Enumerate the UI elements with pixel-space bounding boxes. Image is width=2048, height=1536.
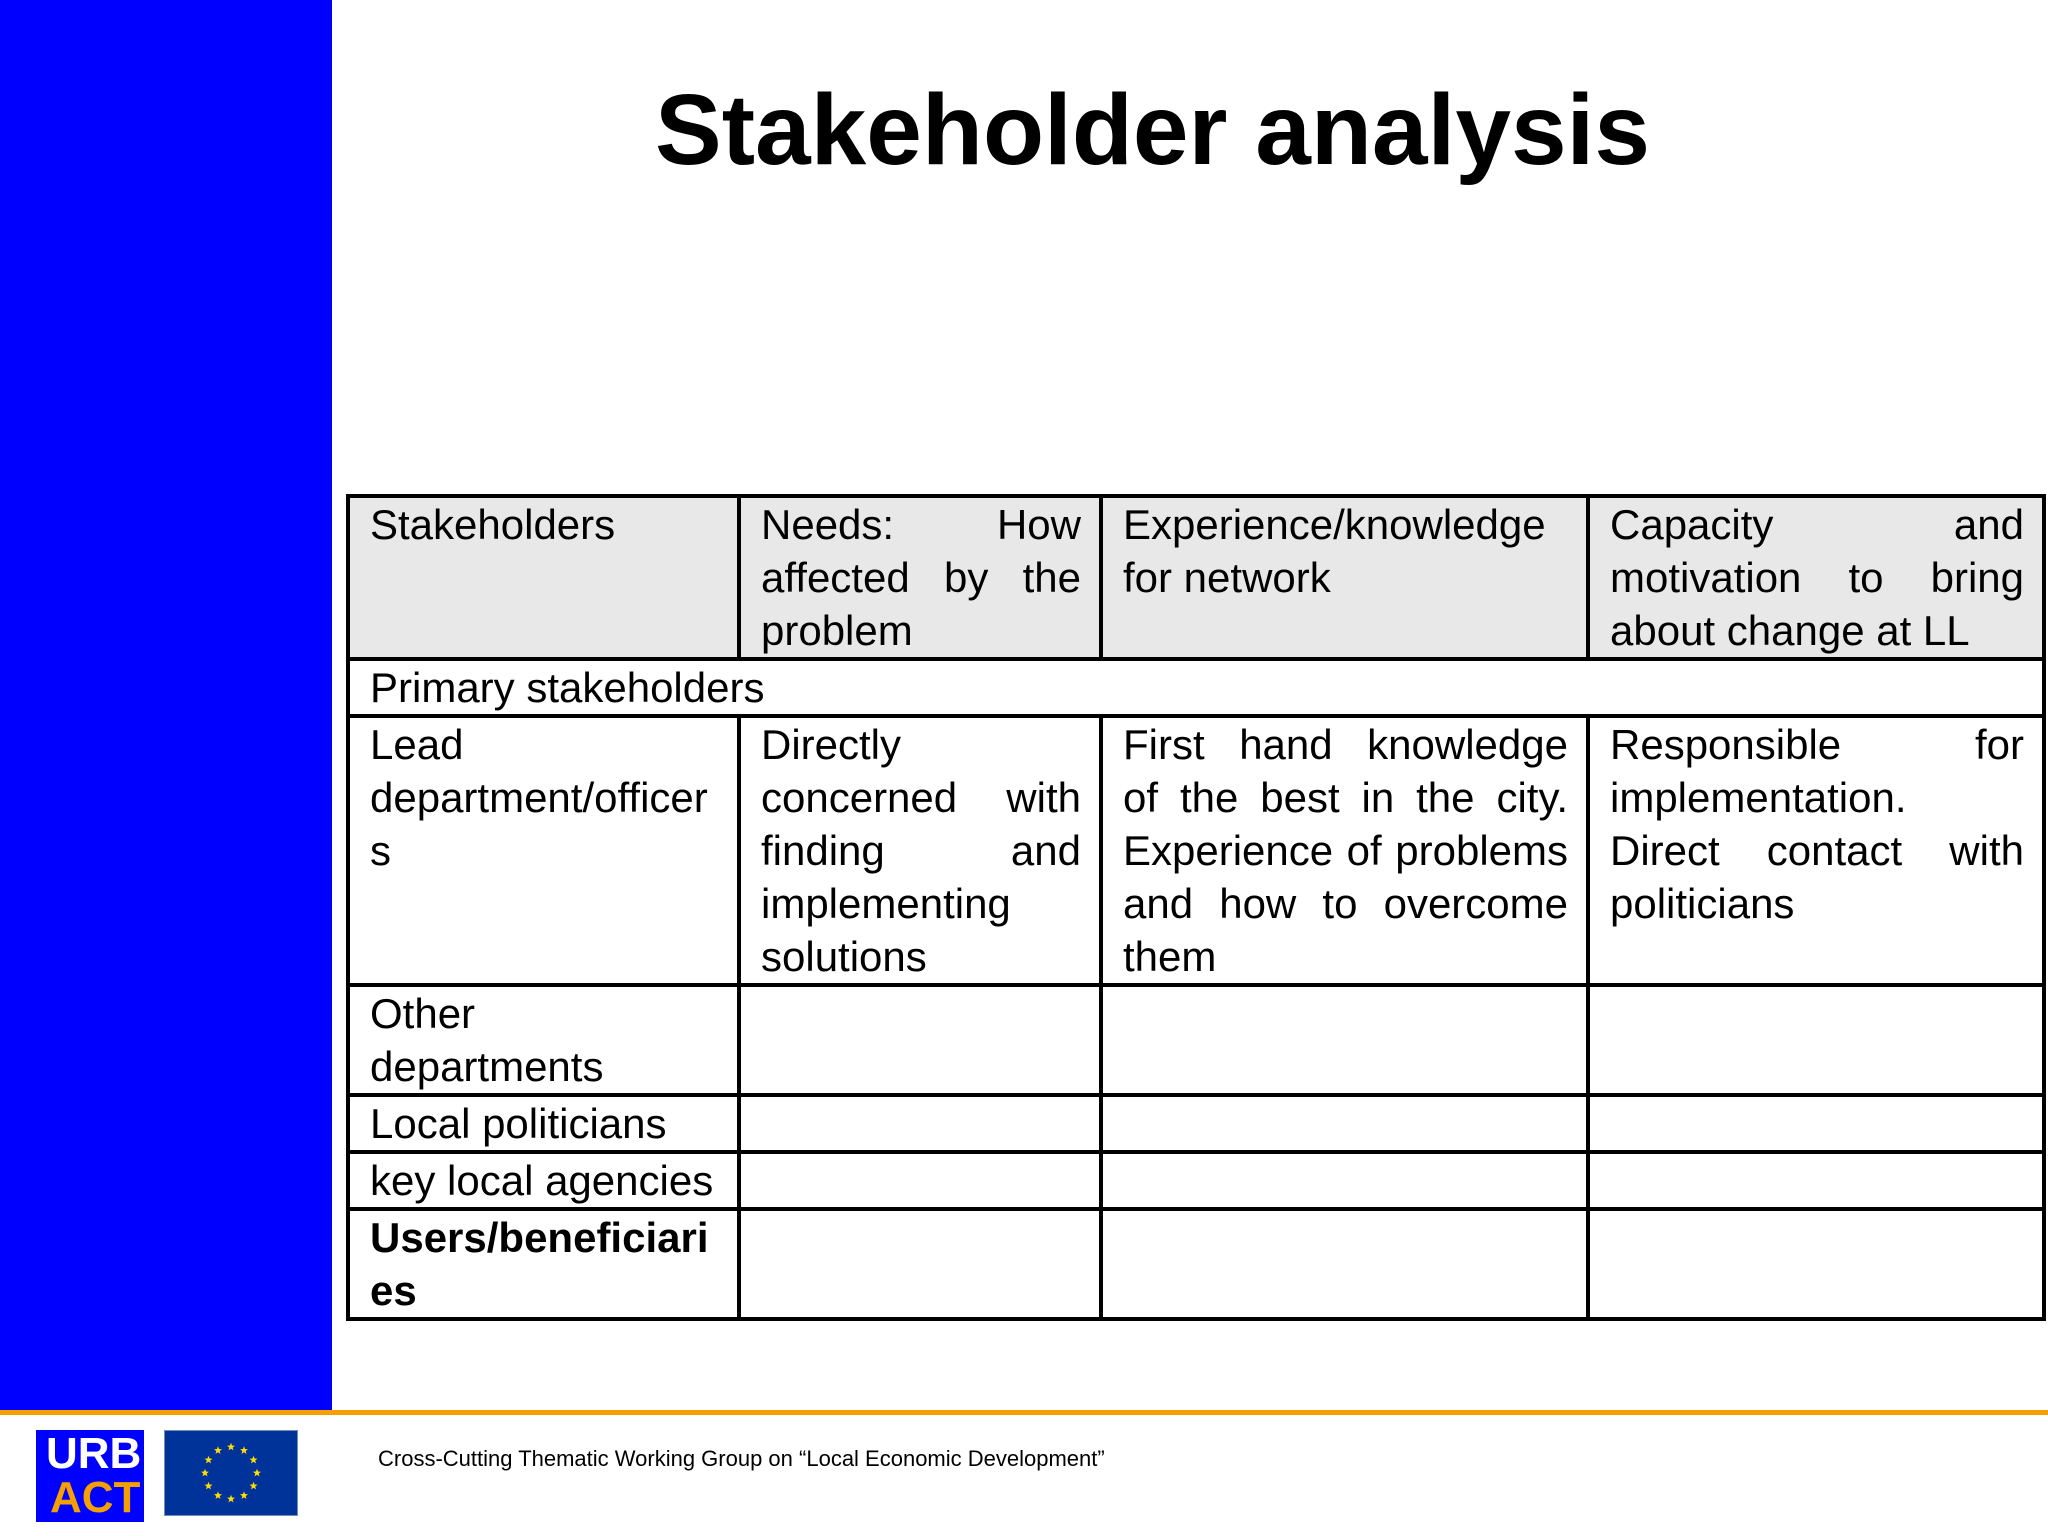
stakeholder-table xyxy=(346,494,2046,1321)
header-cell: Needs: How affected by the problem xyxy=(739,496,1101,659)
eu-star-icon xyxy=(214,1491,222,1499)
capacity-cell xyxy=(1588,1095,2044,1152)
eu-star-icon xyxy=(204,1482,212,1490)
eu-star-icon xyxy=(250,1482,258,1490)
section-label: Primary stakeholders xyxy=(348,659,2044,716)
capacity-cell xyxy=(1588,1209,2044,1319)
eu-star-icon xyxy=(240,1446,248,1454)
eu-star-icon xyxy=(201,1469,209,1477)
experience-cell xyxy=(1101,1209,1588,1319)
header-cell: Experience/knowledge for network xyxy=(1101,496,1588,659)
section-row xyxy=(348,659,2044,716)
table-row xyxy=(348,1209,2044,1319)
experience-cell xyxy=(1101,1095,1588,1152)
eu-star-icon xyxy=(250,1456,258,1464)
experience-cell: First hand knowledge of the best in the city. Experience of problems and how to overcome them xyxy=(1101,716,1588,985)
stakeholder-cell: Users/beneficiaries xyxy=(348,1209,739,1319)
capacity-cell: Responsible for implementation. Direct contact with politicians xyxy=(1588,716,2044,985)
capacity-cell xyxy=(1588,985,2044,1095)
eu-star-icon xyxy=(253,1469,261,1477)
needs-cell: Directly concerned with finding and implementing solutions xyxy=(739,716,1101,985)
urbact-logo xyxy=(36,1430,144,1522)
experience-cell xyxy=(1101,985,1588,1095)
table-row xyxy=(348,716,2044,985)
eu-star-icon xyxy=(204,1456,212,1464)
footer-divider xyxy=(0,1410,2048,1415)
eu-star-icon xyxy=(227,1495,235,1503)
table-row xyxy=(348,985,2044,1095)
needs-cell xyxy=(739,1209,1101,1319)
eu-star-icon xyxy=(227,1443,235,1451)
stakeholder-cell: Local politicians xyxy=(348,1095,739,1152)
table-row xyxy=(348,1152,2044,1209)
eu-star-icon xyxy=(214,1446,222,1454)
stakeholder-cell: key local agencies xyxy=(348,1152,739,1209)
header-cell: Capacity and motivation to bring about change at LL xyxy=(1588,496,2044,659)
footer-text: Cross-Cutting Thematic Working Group on “Local Economic Development” xyxy=(378,1446,1105,1471)
table-header-row xyxy=(348,496,2044,659)
blue-sidebar xyxy=(0,0,332,1410)
logo-text-bottom: ACT xyxy=(50,1473,141,1522)
header-cell: Stakeholders xyxy=(348,496,739,659)
table-row xyxy=(348,1095,2044,1152)
eu-flag-icon xyxy=(164,1430,298,1516)
slide-title: Stakeholder analysis xyxy=(655,74,1650,186)
needs-cell xyxy=(739,1152,1101,1209)
capacity-cell xyxy=(1588,1152,2044,1209)
logo-text-top: URB xyxy=(46,1430,142,1478)
needs-cell xyxy=(739,1095,1101,1152)
needs-cell xyxy=(739,985,1101,1095)
stakeholder-cell: Lead department/officers xyxy=(348,716,739,985)
stakeholder-cell: Other departments xyxy=(348,985,739,1095)
experience-cell xyxy=(1101,1152,1588,1209)
eu-star-icon xyxy=(240,1491,248,1499)
